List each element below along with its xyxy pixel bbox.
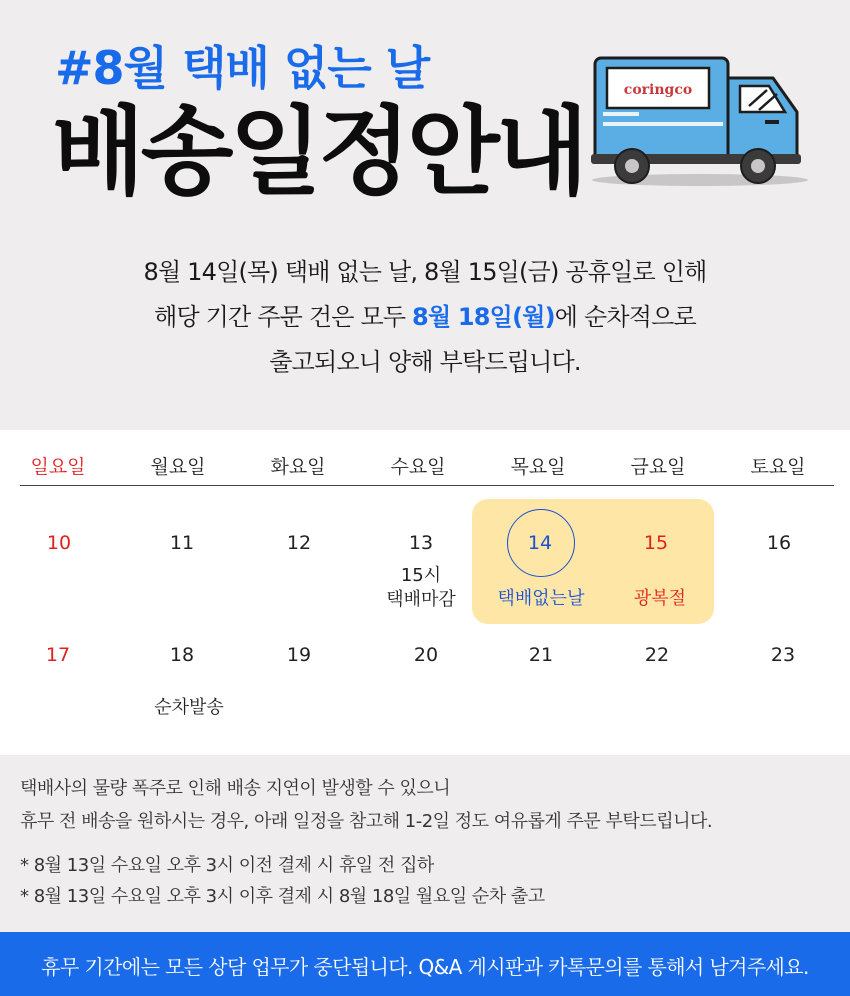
info-line-1: 택배사의 물량 폭주로 인해 배송 지연이 발생할 수 있으니 [20, 778, 451, 799]
day-12: 12 [286, 532, 312, 554]
weekday-thursday: 목요일 [510, 456, 566, 478]
day-15-note: 광복절 [633, 588, 687, 609]
footer-notice: 휴무 기간에는 모든 상담 업무가 중단됩니다. Q&A 게시판과 카톡문의를 통해서 남겨주세요. [41, 955, 809, 979]
day-21: 21 [528, 644, 554, 666]
day-18-note: 순차발송 [154, 697, 224, 718]
notice-shipping-date: 8월 18일(월) [412, 303, 555, 331]
day-17: 17 [45, 644, 71, 666]
day-14-note: 택배없는날 [497, 588, 585, 609]
day-20: 20 [413, 644, 439, 666]
delivery-truck-icon [585, 50, 815, 200]
day-13-note [351, 564, 491, 612]
weekday-wednesday: 수요일 [390, 456, 446, 478]
shipping-calendar [0, 430, 850, 755]
day-10: 10 [46, 532, 72, 554]
weekday-tuesday: 화요일 [270, 456, 326, 478]
weekday-friday: 금요일 [630, 456, 686, 478]
footer-banner [0, 932, 850, 996]
day-13: 13 [408, 532, 434, 554]
truck-brand-logo: coringco [623, 82, 693, 98]
notice-line-2-pre: 해당 기간 주문 건은 모두 [154, 303, 413, 331]
info-bullet-1: * 8월 13일 수요일 오후 3시 이전 결제 시 휴일 전 집하 [20, 855, 434, 876]
info-line-2: 휴무 전 배송을 원하시는 경우, 아래 일정을 참고해 1-2일 정도 여유롭게 주문 부탁드립니다. [20, 811, 713, 832]
day-18: 18 [169, 644, 195, 666]
hashtag-title: #8월 택배 없는 날 [55, 41, 430, 95]
page-headline: 배송일정안내 [52, 96, 585, 208]
notice-line-1: 8월 14일(목) 택배 없는 날, 8월 15일(금) 공휴일로 인해 [143, 258, 707, 286]
day-23: 23 [770, 644, 796, 666]
weekday-saturday: 토요일 [750, 456, 806, 478]
hero-banner [0, 0, 850, 430]
day-13-cutoff-label: 택배마감 [386, 589, 456, 610]
day-15: 15 [643, 532, 669, 554]
day-16: 16 [766, 532, 792, 554]
day-19: 19 [286, 644, 312, 666]
notice-line-3: 출고되오니 양해 부탁드립니다. [269, 348, 581, 376]
weekday-monday: 월요일 [150, 456, 206, 478]
notice-line-2 [0, 295, 850, 340]
delivery-info [0, 755, 850, 932]
day-14: 14 [527, 532, 553, 554]
info-bullet-2: * 8월 13일 수요일 오후 3시 이후 결제 시 8월 18일 월요일 순차 출고 [20, 886, 545, 907]
day-11: 11 [169, 532, 195, 554]
notice-line-2-post: 에 순차적으로 [554, 303, 696, 331]
day-22: 22 [644, 644, 670, 666]
delivery-notice [0, 250, 850, 385]
weekday-sunday: 일요일 [30, 456, 86, 478]
day-13-cutoff-time: 15시 [400, 565, 442, 586]
